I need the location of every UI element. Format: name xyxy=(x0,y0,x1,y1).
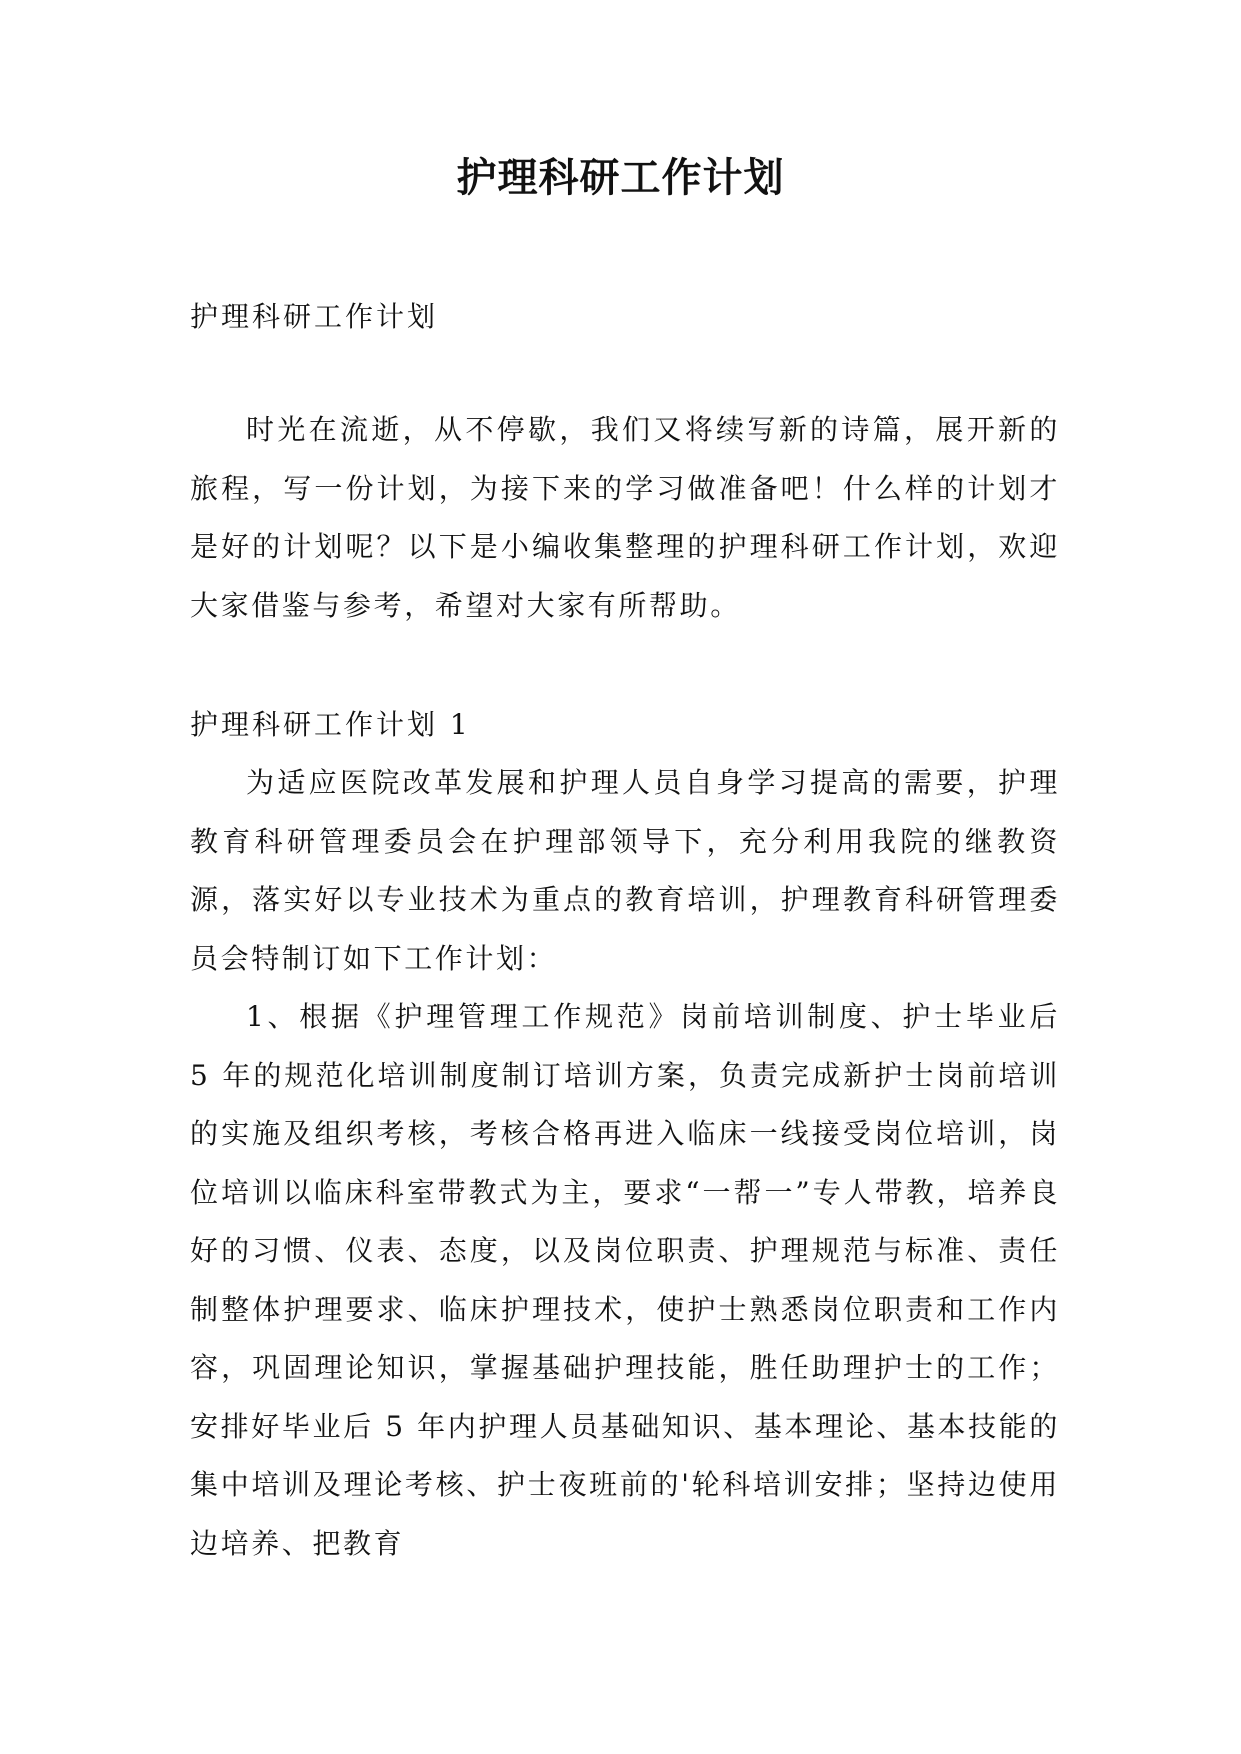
body-paragraph-1: 为适应医院改革发展和护理人员自身学习提高的需要，护理教育科研管理委员会在护理部领导下，充分利用我院的继教资源，落实好以专业技术为重点的教育培训，护理教育科研管理委员会特制订如下工作计划： xyxy=(190,766,1060,975)
document-subtitle: 护理科研工作计划 xyxy=(190,300,439,333)
document-title: 护理科研工作计划 xyxy=(456,154,785,201)
section-heading: 护理科研工作计划 1 xyxy=(190,708,471,741)
intro-paragraph: 时光在流逝，从不停歇，我们又将续写新的诗篇，展开新的旅程，写一份计划，为接下来的学习做准备吧！什么样的计划才是好的计划呢？以下是小编收集整理的护理科研工作计划，欢迎大家借鉴与参考，希望对大家有所帮助。 xyxy=(190,413,1060,622)
body-paragraph-2: 1、根据《护理管理工作规范》岗前培训制度、护士毕业后 5 年的规范化培训制度制订培训方案，负责完成新护士岗前培训的实施及组织考核，考核合格再进入临床一线接受岗位培训，岗位培训以临床科室带教式为主，要求“一帮一”专人带教，培养良好的习惯、仪表、态度，以及岗位职责、护理规范与标准、责任制整体护理要求、临床护理技术，使护士熟悉岗位职责和工作内容，巩固理论知识，掌握基础护理技能，胜任助理护士的工作；安排好毕业后 5 年内护理人员基础知识、基本理论、基本技能的集中培训及理论考核、护士夜班前的'轮科培训安排；坚持边使用边培养、把教育 xyxy=(190,1000,1060,1560)
